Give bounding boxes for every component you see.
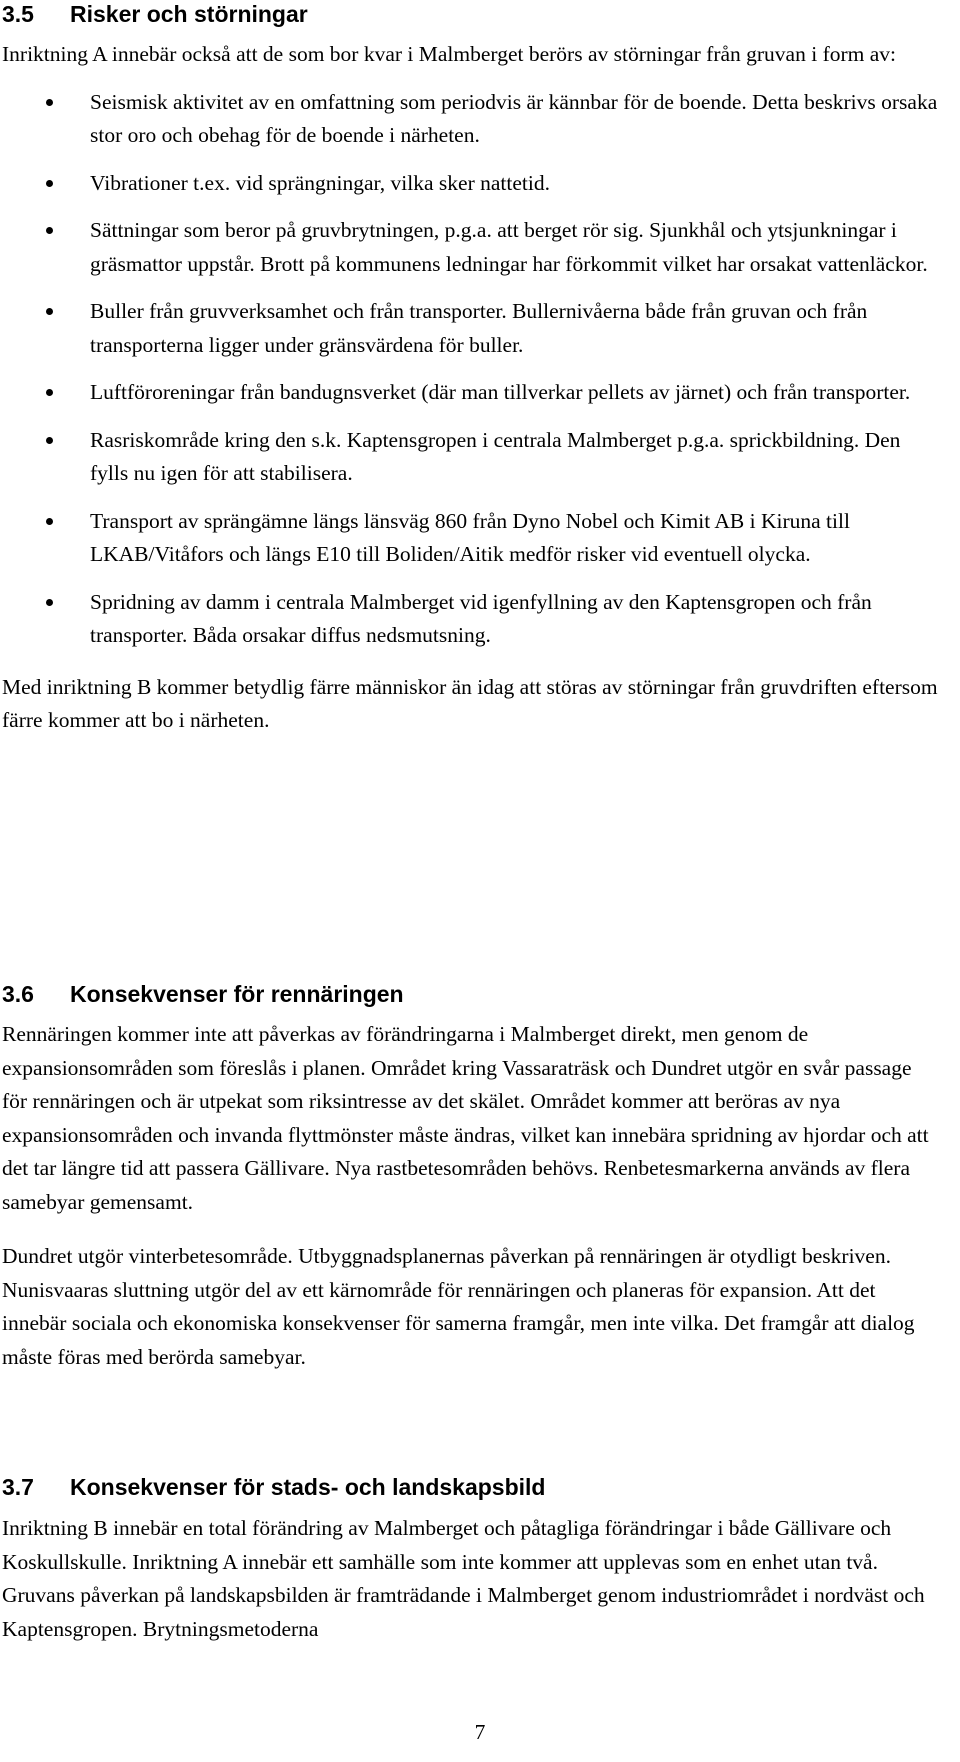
section-title: Konsekvenser för rennäringen	[70, 981, 404, 1007]
section-number: 3.7	[2, 1474, 34, 1500]
section-heading-3-5	[2, 0, 308, 28]
list-item	[2, 424, 940, 491]
section-heading-3-6	[2, 980, 404, 1008]
list-item	[2, 586, 940, 653]
bullet-icon	[46, 180, 53, 187]
intro-paragraph: Inriktning A innebär också att de som bor kvar i Malmberget berörs av störningar från gruvan i form av:	[2, 42, 897, 66]
risk-list	[2, 86, 940, 653]
list-item	[2, 167, 940, 201]
bullet-icon	[46, 227, 53, 234]
list-item-text: Transport av sprängämne längs länsväg 860 från Dyno Nobel och Kimit AB i Kiruna till LKAB/Vitåfors och längs E10 till Boliden/Aitik medför risker vid eventuell olycka.	[90, 508, 850, 566]
closing-paragraph: Med inriktning B kommer betydlig färre människor än idag att störas av störningar från gruvdriften eftersom färre kommer att bo i närheten.	[2, 674, 938, 732]
section-number: 3.6	[2, 981, 34, 1007]
section-title: Konsekvenser för stads- och landskapsbild	[70, 1474, 546, 1500]
section-number: 3.5	[2, 1, 34, 27]
paragraph: Inriktning B innebär en total förändring av Malmberget och påtagliga förändringar i både Gällivare och Koskullskulle. Inriktning A innebär ett samhälle som inte kommer att upplevas som en enhet utan två. Gruvans påverkan på landskapsbilden är framträdande i Malmberget genom industriområdet i nordväst och Kaptensgropen. Brytningsmetoderna	[2, 1516, 925, 1641]
bullet-icon	[46, 518, 53, 525]
list-item-text: Luftföroreningar från bandugnsverket (där man tillverkar pellets av järnet) och från transporter.	[90, 380, 911, 404]
section-heading-3-7	[2, 1473, 545, 1501]
paragraph: Rennäringen kommer inte att påverkas av förändringarna i Malmberget direkt, men genom de expansionsområden som föreslås i planen. Området kring Vassaraträsk och Dundret utgör en svår passage för rennäringen och är utpekat som riksintresse av det skälet. Området kommer att beröras av nya expansionsområden och invanda flyttmönster måste ändras, vilket kan innebära spridning av hjordar och att det tar längre tid att passera Gällivare. Nya rastbetesområden behövs. Renbetesmarkerna används av flera samebyar gemensamt.	[2, 1022, 929, 1214]
bullet-icon	[46, 437, 53, 444]
section-3-5-body	[2, 38, 940, 738]
list-item	[2, 376, 940, 410]
list-item	[2, 505, 940, 572]
list-item-text: Buller från gruvverksamhet och från transporter. Bullernivåerna både från gruvan och från transporterna ligger under gränsvärdena för buller.	[90, 299, 868, 357]
list-item	[2, 214, 940, 281]
list-item-text: Vibrationer t.ex. vid sprängningar, vilka sker nattetid.	[90, 170, 550, 195]
list-item	[2, 86, 940, 153]
bullet-icon	[46, 389, 53, 396]
list-item-text: Sättningar som beror på gruvbrytningen, p.g.a. att berget rör sig. Sjunkhål och ytsjunkningar i gräsmattor uppstår. Brott på kommunens ledningar har förkommit vilket har orsakat vattenläckor.	[90, 218, 928, 276]
section-title: Risker och störningar	[70, 1, 308, 27]
page-number: 7	[474, 1720, 486, 1744]
section-3-7-body	[2, 1512, 940, 1646]
bullet-icon	[46, 308, 53, 315]
paragraph: Dundret utgör vinterbetesområde. Utbyggnadsplanernas påverkan på rennäringen är otydligt beskriven. Nunisvaaras sluttning utgör del av ett kärnområde för rennäringen och planeras för expansion. Att det innebär sociala och ekonomiska konsekvenser för samerna framgår, men inte vilka. Det framgår att dialog måste föras med berörda samebyar.	[2, 1244, 915, 1369]
list-item-text: Spridning av damm i centrala Malmberget vid igenfyllning av den Kaptensgropen och från transporter. Båda orsakar diffus nedsmutsning.	[90, 589, 872, 647]
bullet-icon	[46, 599, 53, 606]
bullet-icon	[46, 99, 53, 106]
section-3-6-body	[2, 1018, 940, 1374]
list-item	[2, 295, 940, 362]
list-item-text: Seismisk aktivitet av en omfattning som periodvis är kännbar för de boende. Detta beskrivs orsaka stor oro och obehag för de boende i närheten.	[90, 89, 938, 147]
list-item-text: Rasriskområde kring den s.k. Kaptensgropen i centrala Malmberget p.g.a. sprickbildning. Den fylls nu igen för att stabilisera.	[90, 427, 901, 485]
